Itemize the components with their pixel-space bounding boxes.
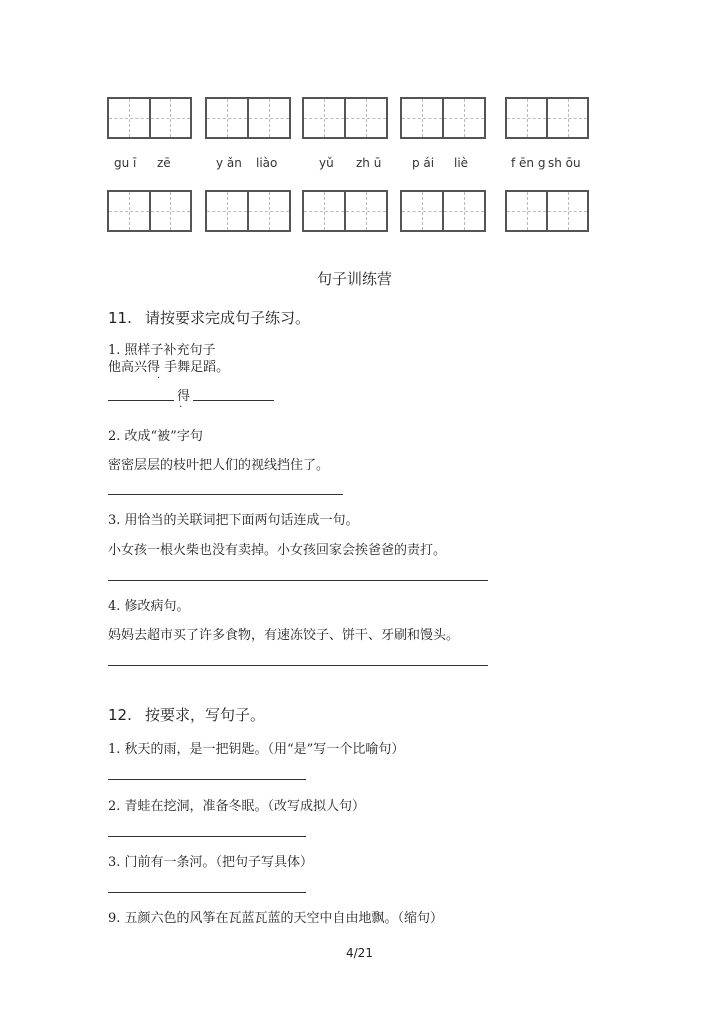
question-11-heading bbox=[108, 307, 310, 328]
pinyin-label: p ái bbox=[412, 156, 435, 170]
question-number: 12. bbox=[108, 706, 132, 724]
subquestion-text: 1. 秋天的雨，是一把钥匙。（用“是”写一个比喻句） bbox=[108, 742, 405, 757]
answer-line[interactable] bbox=[108, 665, 488, 666]
section-title: 句子训练营 bbox=[317, 270, 393, 288]
writing-grid[interactable] bbox=[400, 190, 486, 232]
pinyin-label: gu ī bbox=[114, 156, 137, 170]
pinyin-label: y ǎn bbox=[216, 156, 242, 170]
subquestion-text: 3. 门前有一条河。（把句子写具体） bbox=[108, 855, 314, 870]
subquestion-text: 妈妈去超市买了许多食物，有速冻饺子、饼干、牙刷和馒头。 bbox=[108, 628, 460, 643]
question-title: 按要求，写句子。 bbox=[144, 706, 265, 724]
pinyin-label: sh ōu bbox=[548, 156, 581, 170]
writing-grid[interactable] bbox=[302, 97, 388, 139]
answer-line[interactable] bbox=[108, 400, 174, 401]
emphasis-dot: · bbox=[157, 373, 161, 384]
answer-line[interactable] bbox=[108, 892, 306, 893]
example-sentence: 他高兴得 手舞足蹈。 bbox=[108, 360, 230, 375]
question-12-heading bbox=[108, 704, 265, 725]
answer-line[interactable] bbox=[108, 580, 488, 581]
writing-grid[interactable] bbox=[505, 97, 589, 139]
pinyin-label: zē bbox=[157, 156, 171, 170]
subquestion-title: 4. 修改病句。 bbox=[108, 599, 190, 614]
writing-grid[interactable] bbox=[505, 190, 589, 232]
writing-grid[interactable] bbox=[205, 190, 291, 232]
pinyin-label: yǔ bbox=[319, 156, 334, 170]
subquestion-title: 3. 用恰当的关联词把下面两句话连成一句。 bbox=[108, 513, 359, 528]
subquestion-title: 1. 照样子补充句子 bbox=[108, 343, 216, 358]
answer-line[interactable] bbox=[108, 494, 343, 495]
question-number: 11. bbox=[108, 309, 132, 327]
pinyin-label: liào bbox=[256, 156, 278, 170]
writing-grid[interactable] bbox=[302, 190, 388, 232]
pinyin-label: liè bbox=[454, 156, 469, 170]
fill-word: 得 bbox=[177, 389, 191, 404]
page-number: 4/21 bbox=[346, 946, 373, 960]
pinyin-label: f ēn g bbox=[511, 156, 546, 170]
subquestion-text: 密密层层的枝叶把人们的视线挡住了。 bbox=[108, 458, 330, 473]
emphasis-dot: · bbox=[179, 402, 183, 413]
pinyin-label: zh ū bbox=[356, 156, 382, 170]
question-title: 请按要求完成句子练习。 bbox=[144, 309, 310, 327]
subquestion-title: 2. 改成“被”字句 bbox=[108, 429, 203, 444]
writing-grid[interactable] bbox=[205, 97, 291, 139]
answer-line[interactable] bbox=[193, 400, 274, 401]
writing-grid[interactable] bbox=[107, 190, 192, 232]
subquestion-text: 小女孩一根火柴也没有卖掉。小女孩回家会挨爸爸的责打。 bbox=[108, 543, 447, 558]
answer-line[interactable] bbox=[108, 779, 306, 780]
writing-grid[interactable] bbox=[400, 97, 486, 139]
subquestion-text: 2. 青蛙在挖洞，准备冬眠。（改写成拟人句） bbox=[108, 799, 366, 814]
writing-grid[interactable] bbox=[107, 97, 192, 139]
subquestion-text: 9. 五颜六色的风筝在瓦蓝瓦蓝的天空中自由地飘。（缩句） bbox=[108, 911, 444, 926]
answer-line[interactable] bbox=[108, 836, 306, 837]
